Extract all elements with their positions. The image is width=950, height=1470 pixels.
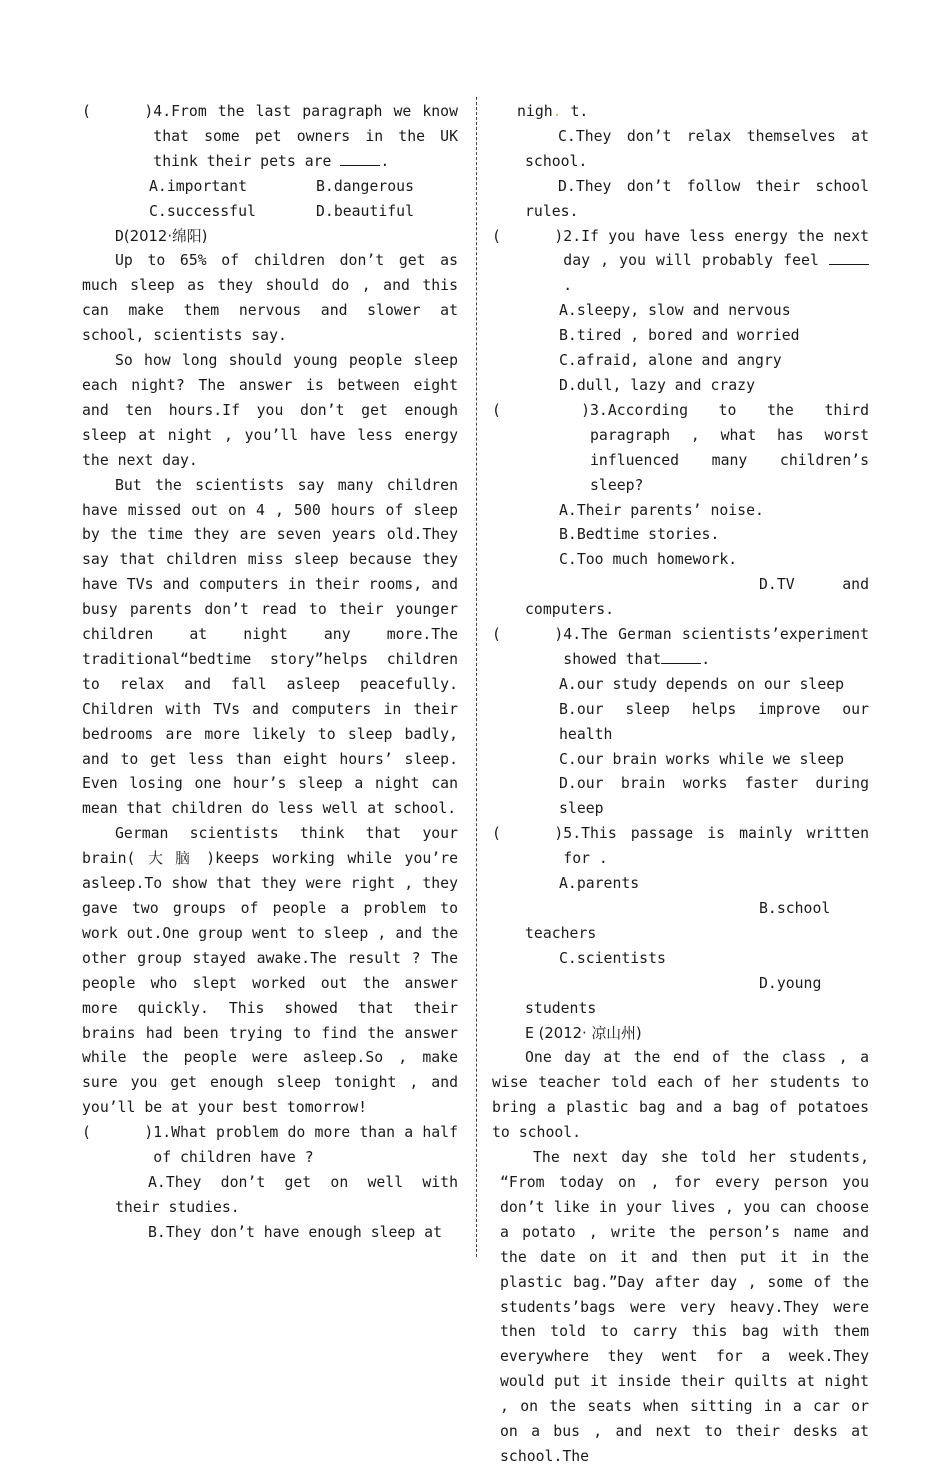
passage-paragraph: So how long should young people sleep each night? The answer is between eight and ten hours.If you don’t get enough sleep at night , you’ll have less energy the next day. — [82, 352, 458, 469]
passage-paragraph: German scientists think that your brain( 大 脑 )keeps working while you’re asleep.To show that they were right , they gave two groups of people a problem to work out.One group went to sleep , and the other group stayed awake.The result ? The people who slept worked out the answer more quickly. This showed that their brains had been trying to find the answer while the people were asleep.So , make sure you get enough sleep tonight , and you’ll be at your best tomorrow! — [82, 825, 459, 1117]
option-c[interactable]: C.They don’t relax themselves at school. — [525, 127, 869, 170]
section-d-heading — [82, 225, 458, 250]
answer-blank[interactable] — [661, 649, 701, 664]
option-b-continued: nigh. t. — [517, 103, 589, 120]
option-c[interactable]: C.afraid, alone and angry — [559, 352, 782, 370]
question-4-right: ( ) 4.The German scientists’experiment showed that . — [492, 623, 869, 673]
answer-parenthesis[interactable]: ( ) — [492, 825, 564, 843]
option-c[interactable]: C.Too much homework. — [559, 551, 738, 569]
section-letter: D — [115, 227, 124, 245]
question-text: 2.If you have less energy the next day , you will probably feel — [563, 227, 869, 270]
answer-parenthesis[interactable]: ( ) — [492, 227, 564, 245]
option-d[interactable]: D.our brain works faster during sleep — [559, 775, 869, 818]
options-row — [492, 872, 869, 897]
answer-parenthesis[interactable]: ( ) — [82, 103, 154, 120]
question-text: 4.The German scientists’experiment showed that — [563, 626, 869, 668]
option-d[interactable]: D.beautiful — [316, 202, 414, 220]
question-text: 4.From the last paragraph we know that some pet owners in the UK think their pets are — [153, 103, 458, 170]
answer-parenthesis[interactable]: ( ) — [492, 626, 564, 644]
question-text: 3.According to the third paragraph , what has worst influenced many children’s sleep? — [590, 401, 869, 494]
option-d[interactable]: D.They don’t follow their school rules. — [525, 177, 869, 220]
passage-paragraph: One day at the end of the class , a wise teacher told each of her students to bring a plastic bag and a bag of potatoes to school. — [492, 1049, 869, 1142]
question-text: 1.What problem do more than a half of children have ? — [153, 1124, 458, 1167]
option-b[interactable]: B.They don’t have enough sleep at — [148, 1223, 442, 1241]
option-b[interactable]: B.Bedtime stories. — [559, 526, 720, 544]
stray-mark: . — [552, 103, 562, 120]
passage-paragraph: The next day she told her students, “From today on , for every person you don’t like in your lives , you can choose a potato , write the person’s name and the date on it and then put it in the plastic bag.”Day after day , some of the students’bags were very heavy.They were then told to carry this bag with them everywhere they went for a week.They would put it inside their quilts at night , on the seats when sitting in a car or on a bus , and next to their desks at school.The — [500, 1149, 869, 1465]
option-d[interactable]: D.dull, lazy and crazy — [559, 376, 755, 394]
options-row — [492, 548, 869, 573]
options-row — [82, 200, 458, 225]
option-c[interactable]: C.our brain works while we sleep — [559, 750, 845, 768]
question-4-left: ( ) 4.From the last paragraph we know that some pet owners in the UK think their pets are . — [82, 100, 458, 175]
option-a[interactable]: A.They don’t get on well with their studies. — [115, 1173, 458, 1216]
section-e-heading — [492, 1022, 869, 1047]
option-a[interactable]: A.Their parents’ noise. — [559, 501, 764, 519]
chinese-gloss: 大 脑 — [148, 850, 194, 868]
option-b[interactable]: B.school teachers — [525, 900, 831, 942]
option-b[interactable]: B.our sleep helps improve our health — [559, 700, 869, 743]
right-column — [492, 100, 869, 1470]
option-a[interactable]: A.important — [149, 177, 247, 195]
question-text: 5.This passage is mainly written for . — [563, 825, 869, 868]
question-5 — [492, 822, 869, 872]
option-b[interactable]: B.tired , bored and worried — [559, 327, 800, 345]
section-source: (2012· 凉山州) — [533, 1024, 642, 1042]
section-source: (2012·绵阳) — [123, 227, 208, 245]
answer-parenthesis[interactable]: ( ) — [492, 401, 590, 419]
option-a[interactable]: A.our study depends on our sleep — [559, 675, 845, 693]
passage-paragraph: But the scientists say many children have missed out on 4 , 500 hours of sleep by the time they are seven years old.They say that children miss sleep because they have TVs and computers in their rooms, and busy parents don’t read to their younger children at night any more.The traditional“bedtime story”helps children to relax and fall asleep peacefully. Children with TVs and computers in their bedrooms are more likely to sleep badly, and to get less than eight hours’ sleep. Even losing one hour’s sleep a night can mean that children do less well at school. — [82, 476, 458, 818]
question-2: ( ) 2.If you have less energy the next day , you will probably feel . — [492, 225, 869, 300]
section-letter: E — [525, 1024, 534, 1042]
option-c[interactable]: C.scientists — [559, 949, 666, 967]
left-column — [82, 100, 458, 1246]
passage-paragraph: Up to 65% of children don’t get as much sleep as they should do , and this can make them nervous and slower at school, scientists say. — [82, 252, 458, 345]
answer-blank[interactable] — [829, 250, 869, 265]
option-b[interactable]: B.dangerous — [316, 177, 414, 195]
answer-parenthesis[interactable]: ( ) — [82, 1124, 154, 1142]
option-a[interactable]: A.parents — [559, 875, 640, 893]
option-a[interactable]: A.sleepy, slow and nervous — [559, 302, 791, 320]
option-c[interactable]: C.successful — [149, 202, 256, 220]
options-row — [82, 175, 458, 200]
column-divider — [476, 97, 477, 1257]
question-3 — [492, 399, 869, 499]
options-row — [492, 947, 869, 972]
question-1 — [82, 1121, 458, 1171]
answer-blank[interactable] — [340, 151, 380, 166]
option-d[interactable]: D.TV and computers. — [525, 576, 869, 619]
option-d[interactable]: D.young students — [525, 974, 822, 1017]
